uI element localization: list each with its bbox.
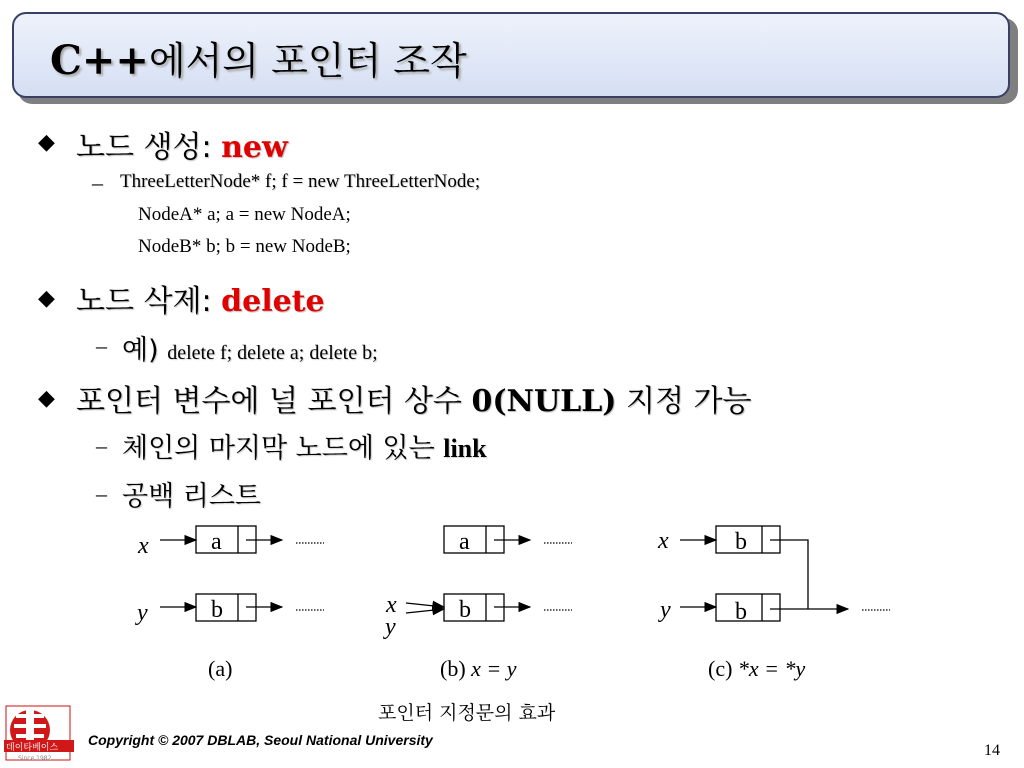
null-item-chain-link: 체인의 마지막 노드에 있는 link [122,433,487,464]
diamond-bullet-icon: ◆ [38,286,55,311]
pointer-label-y: y [385,614,396,640]
new-code-line-1: ThreeLetterNode* f; f = new ThreeLetterNode; [120,171,481,192]
figure-caption: 포인터 지정문의 효과 [378,702,556,724]
section-delete: 노드 삭제: delete [76,284,325,319]
node-label: b [735,529,747,555]
page-number: 14 [984,742,1000,759]
caption-b: (b) x = y [440,656,517,681]
pointer-arrow [406,609,444,613]
node-box [716,594,780,621]
pointer-label-x: x [138,533,149,559]
pointer-label-x: x [386,592,397,618]
dash-bullet: – [96,333,107,358]
dash-bullet: – [92,170,103,195]
node-label: b [459,597,471,623]
section-null: 포인터 변수에 널 포인터 상수 0(NULL) 지정 가능 [76,384,752,419]
node-label: b [211,597,223,623]
pointer-label-y: y [137,600,148,626]
link-line [770,540,808,609]
logo-since: Since 1982 [18,755,52,762]
caption-a: (a) [208,656,233,681]
new-code-line-2: NodeA* a; a = new NodeA; [138,204,351,225]
dash-bullet: – [96,433,107,458]
pointer-label-x: x [658,528,669,554]
pointer-arrow [406,603,444,607]
pointer-label-y: y [660,597,671,623]
footer-copyright: Copyright © 2007 DBLAB, Seoul National University [88,732,433,748]
logo-text: 데이타베이스 [6,743,59,753]
diamond-bullet-icon: ◆ [38,130,55,155]
node-label: a [459,529,470,555]
diamond-bullet-icon: ◆ [38,386,55,411]
node-label: b [735,599,747,625]
null-item-empty-list: 공백 리스트 [122,481,261,512]
delete-example: 예) delete f; delete a; delete b; [122,335,378,366]
caption-c: (c) *x = *y [708,656,806,681]
node-label: a [211,529,222,555]
slide-title: C++에서의 포인터 조작 [50,37,467,84]
dash-bullet: – [96,481,107,506]
section-new: 노드 생성: new [76,130,288,165]
new-code-line-3: NodeB* b; b = new NodeB; [138,236,351,257]
